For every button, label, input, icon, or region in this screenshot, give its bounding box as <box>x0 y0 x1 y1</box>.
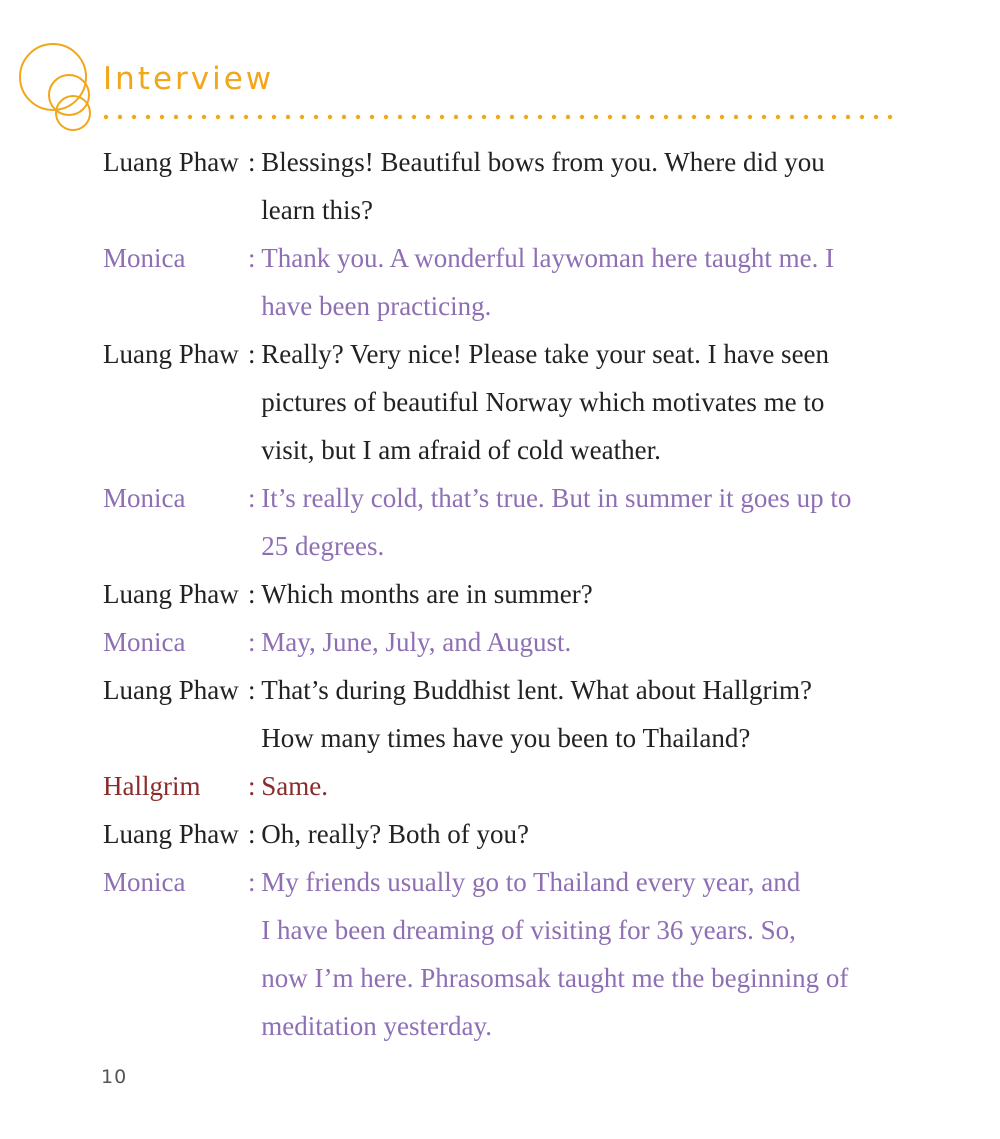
divider-dot <box>440 115 444 119</box>
dialogue-turn <box>103 474 923 570</box>
divider-dot <box>482 115 486 119</box>
divider-dot <box>356 115 360 119</box>
dialogue-turn <box>103 666 923 762</box>
divider-dot <box>678 115 682 119</box>
divider-dot <box>594 115 598 119</box>
divider-dot <box>762 115 766 119</box>
divider-dot <box>552 115 556 119</box>
dialogue-turn <box>103 858 923 1050</box>
divider-dot <box>146 115 150 119</box>
utterance-line: meditation yesterday. <box>261 1011 492 1041</box>
divider-dot <box>832 115 836 119</box>
divider-dot <box>314 115 318 119</box>
divider-dot <box>272 115 276 119</box>
utterance-line: Oh, really? Both of you? <box>261 819 529 849</box>
speaker-name: Luang Phaw <box>103 675 239 705</box>
divider-dot <box>790 115 794 119</box>
dialogue-turn <box>103 138 923 234</box>
speaker-name: Luang Phaw <box>103 147 239 177</box>
speaker-name: Monica <box>103 627 186 657</box>
divider-dot <box>818 115 822 119</box>
dialogue-turn <box>103 330 923 474</box>
divider-dot <box>328 115 332 119</box>
divider-dot <box>104 115 108 119</box>
utterance-line: It’s really cold, that’s true. But in summer it goes up to <box>261 483 852 513</box>
speaker-name: Monica <box>103 483 186 513</box>
utterance-line: Same. <box>261 771 329 801</box>
divider-dot <box>860 115 864 119</box>
divider-dot <box>258 115 262 119</box>
dialogue-turn <box>103 618 923 666</box>
interview-dialogue <box>103 138 923 1050</box>
overlapping-circles-icon <box>14 40 104 135</box>
utterance-line: That’s during Buddhist lent. What about Hallgrim? <box>261 675 812 705</box>
dialogue-turn <box>103 570 923 618</box>
divider-dot <box>244 115 248 119</box>
utterance-line: learn this? <box>261 195 373 225</box>
divider-dot <box>622 115 626 119</box>
utterance <box>261 810 921 858</box>
speaker-separator: : <box>248 627 263 657</box>
divider-dot <box>300 115 304 119</box>
divider-dot <box>538 115 542 119</box>
utterance <box>261 666 921 762</box>
dialogue-turn <box>103 762 923 810</box>
divider-dot <box>720 115 724 119</box>
speaker-separator: : <box>248 579 263 609</box>
utterance <box>261 858 921 1050</box>
divider-dot <box>706 115 710 119</box>
utterance <box>261 474 921 570</box>
speaker-separator: : <box>248 819 263 849</box>
divider-dot <box>664 115 668 119</box>
divider-dot <box>496 115 500 119</box>
divider-dot <box>216 115 220 119</box>
utterance-line: I have been dreaming of visiting for 36 years. So, <box>261 915 796 945</box>
utterance-line: May, June, July, and August. <box>261 627 572 657</box>
divider-dot <box>804 115 808 119</box>
divider-dot <box>160 115 164 119</box>
section-title: Interview <box>103 61 275 97</box>
logo-circle-medium <box>49 75 89 115</box>
divider-dot <box>412 115 416 119</box>
divider-dot <box>888 115 892 119</box>
divider-dot <box>874 115 878 119</box>
dialogue-turn <box>103 234 923 330</box>
divider-dot <box>580 115 584 119</box>
speaker-separator: : <box>248 243 263 273</box>
divider-dot <box>846 115 850 119</box>
speaker-name: Luang Phaw <box>103 819 239 849</box>
utterance-line: 25 degrees. <box>261 531 385 561</box>
divider-dot <box>650 115 654 119</box>
speaker-separator: : <box>248 147 263 177</box>
utterance-line: pictures of beautiful Norway which motivates me to <box>261 387 825 417</box>
divider-dot <box>608 115 612 119</box>
utterance <box>261 762 921 810</box>
utterance-line: Really? Very nice! Please take your seat. I have seen <box>261 339 830 369</box>
utterance-line: Thank you. A wonderful laywoman here taught me. I <box>261 243 835 273</box>
speaker-name: Luang Phaw <box>103 579 239 609</box>
utterance-line: Blessings! Beautiful bows from you. Where did you <box>261 147 825 177</box>
divider-dot <box>636 115 640 119</box>
dotted-divider <box>103 113 903 121</box>
divider-dot <box>286 115 290 119</box>
divider-dot <box>734 115 738 119</box>
divider-dot <box>454 115 458 119</box>
utterance-line: visit, but I am afraid of cold weather. <box>261 435 661 465</box>
speaker-separator: : <box>248 339 263 369</box>
divider-dot <box>342 115 346 119</box>
dialogue-turn <box>103 810 923 858</box>
divider-dot <box>118 115 122 119</box>
utterance-line: How many times have you been to Thailand? <box>261 723 751 753</box>
speaker-name: Luang Phaw <box>103 339 239 369</box>
divider-dot <box>174 115 178 119</box>
utterance <box>261 330 921 474</box>
utterance <box>261 138 921 234</box>
divider-dot <box>524 115 528 119</box>
speaker-name: Monica <box>103 243 186 273</box>
divider-dot <box>230 115 234 119</box>
divider-dot <box>370 115 374 119</box>
utterance-line: Which months are in summer? <box>261 579 593 609</box>
page-number: 10 <box>101 1066 128 1088</box>
divider-dot <box>510 115 514 119</box>
utterance-line: now I’m here. Phrasomsak taught me the beginning of <box>261 963 849 993</box>
divider-dot <box>398 115 402 119</box>
utterance <box>261 618 921 666</box>
divider-dot <box>468 115 472 119</box>
speaker-separator: : <box>248 675 263 705</box>
speaker-separator: : <box>248 483 263 513</box>
divider-dot <box>776 115 780 119</box>
divider-dot <box>188 115 192 119</box>
divider-dot <box>202 115 206 119</box>
speaker-name: Hallgrim <box>103 771 201 801</box>
divider-dot <box>692 115 696 119</box>
divider-dot <box>132 115 136 119</box>
divider-dot <box>426 115 430 119</box>
utterance <box>261 570 921 618</box>
speaker-separator: : <box>248 771 263 801</box>
divider-dot <box>566 115 570 119</box>
divider-dot <box>748 115 752 119</box>
utterance-line: My friends usually go to Thailand every year, and <box>261 867 801 897</box>
speaker-separator: : <box>248 867 263 897</box>
divider-dot <box>384 115 388 119</box>
utterance-line: have been practicing. <box>261 291 492 321</box>
speaker-name: Monica <box>103 867 186 897</box>
utterance <box>261 234 921 330</box>
